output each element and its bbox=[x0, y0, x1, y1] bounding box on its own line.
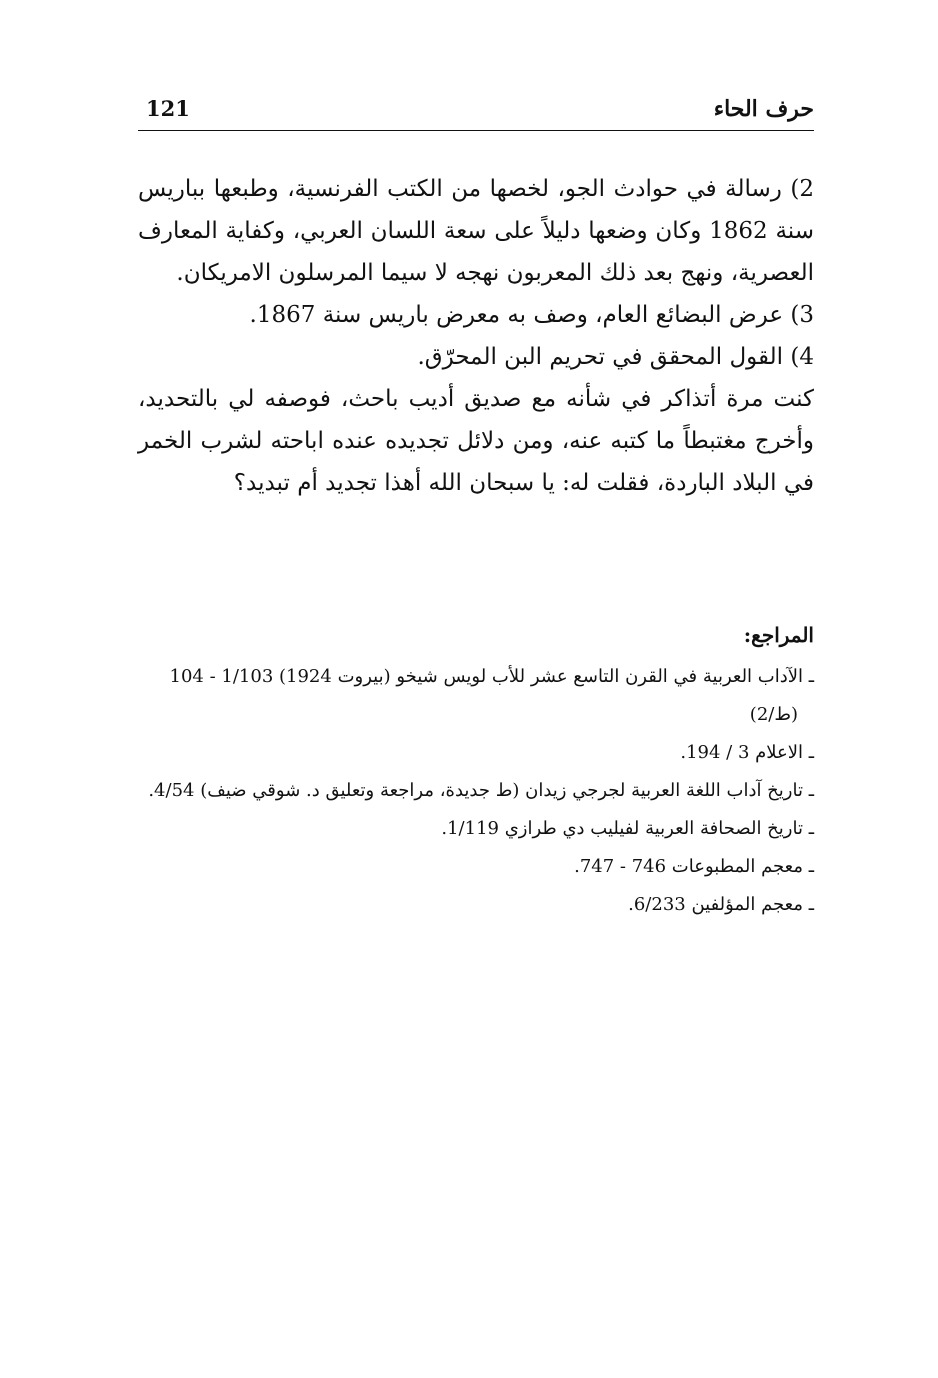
page-header bbox=[138, 92, 814, 130]
reference-item: ـ تاريخ آداب اللغة العربية لجرجي زيدان (ط جديدة، مراجعة وتعليق د. شوقي ضيف) 4/54. bbox=[148, 780, 814, 801]
reference-item: ـ معجم المطبوعات 746 - 747. bbox=[574, 856, 814, 877]
references-section bbox=[138, 616, 814, 924]
reference-item: ـ الآداب العربية في القرن التاسع عشر للأب لويس شيخو (بيروت 1924) 1/103 - 104 (ط/2) bbox=[169, 666, 814, 725]
body-paragraph: كنت مرة أتذاكر في شأنه مع صديق أديب باحث، فوصفه لي بالتحديد، وأخرج مغتبطاً ما كتبه عنه، ومن دلائل تجديده عنده اباحته لشرب الخمر في البلاد الباردة، فقلت له: يا سبحان الله أهذا تجديد أم تبديد؟ bbox=[138, 386, 814, 496]
page-number: 121 bbox=[146, 96, 190, 121]
running-head: حرف الحاء bbox=[713, 96, 814, 122]
list-item: 2) رسالة في حوادث الجو، لخصها من الكتب الفرنسية، وطبعها بباريس سنة 1862 وكان وضعها دليلاً على سعة اللسان العربي، وكفاية المعارف العصرية، ونهج بعد ذلك المعربون نهجه لا سيما المرسلون الامريكان. bbox=[138, 176, 814, 286]
reference-item: ـ الاعلام 3 / 194. bbox=[680, 742, 814, 763]
list-item: 3) عرض البضائع العام، وصف به معرض باريس سنة 1867. bbox=[249, 302, 814, 328]
header-rule bbox=[138, 130, 814, 131]
references-title: المراجع: bbox=[743, 623, 814, 647]
body-text bbox=[138, 168, 814, 504]
reference-item: ـ تاريخ الصحافة العربية لفيليب دي طرازي 1/119. bbox=[441, 818, 814, 839]
reference-item: ـ معجم المؤلفين 6/233. bbox=[628, 894, 814, 915]
list-item: 4) القول المحقق في تحريم البن المحرّق. bbox=[417, 344, 814, 370]
